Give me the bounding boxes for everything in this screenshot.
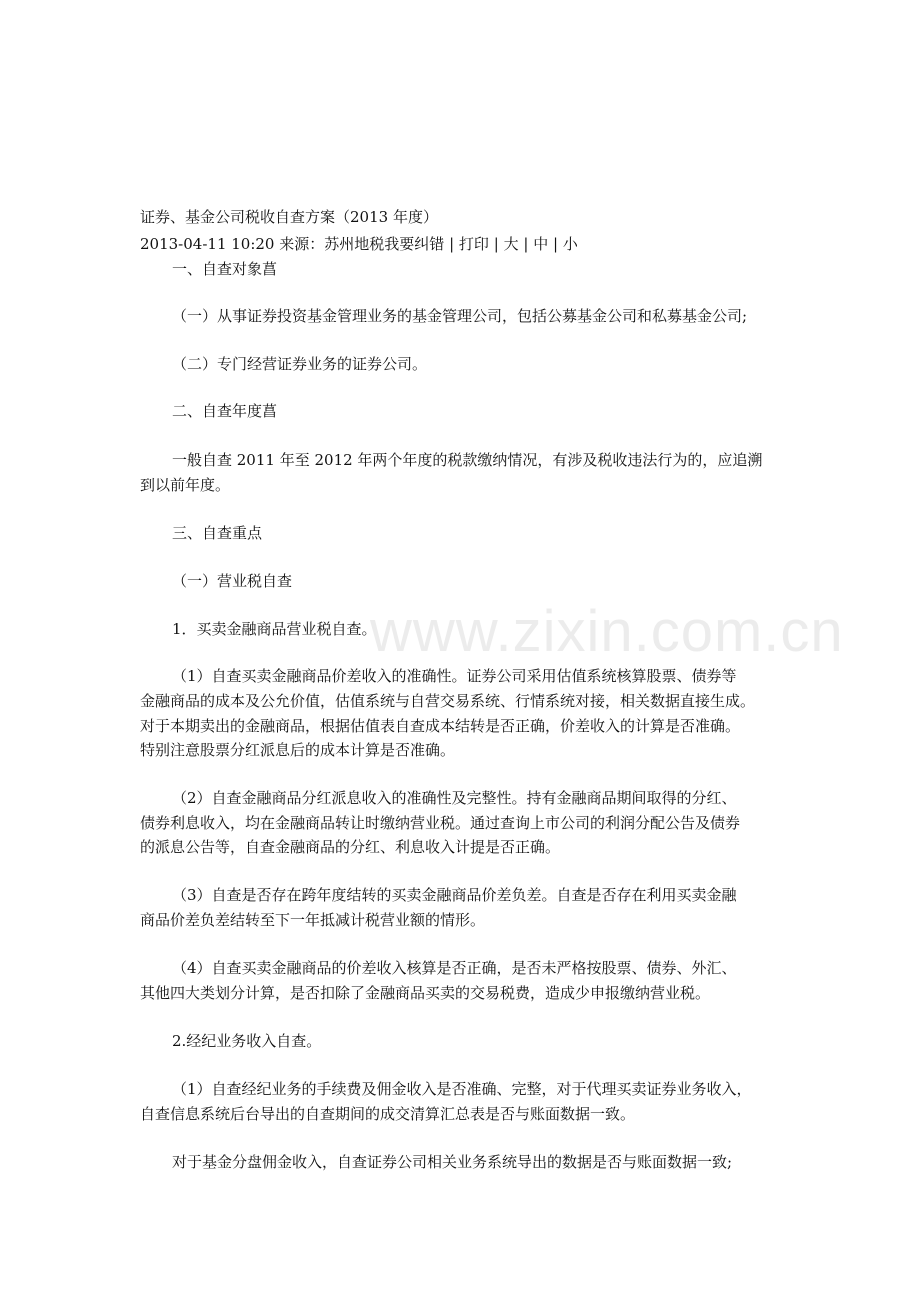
paragraph-line: （4）自查买卖金融商品的价差收入核算是否正确，是否未严格按股票、债券、外汇、 [172, 959, 737, 977]
source-label: 来源：苏州地税 [279, 235, 385, 253]
section-heading: 二、自查年度菖 [172, 402, 278, 420]
paragraph-line: 到以前年度。 [140, 476, 231, 494]
paragraph-line: 一般自查 2011 年至 2012 年两个年度的税款缴纳情况，有涉及税收违法行为的，应追溯 [172, 451, 763, 469]
print-link[interactable]: 打印 [458, 235, 489, 253]
document-title: 证券、基金公司税收自查方案（2013 年度） [140, 208, 438, 226]
paragraph-line: 特别注意股票分红派息后的成本计算是否准确。 [140, 741, 456, 759]
paragraph-line: 商品价差负差结转至下一年抵减计税营业额的情形。 [140, 911, 486, 929]
separator: | [449, 235, 455, 253]
font-large-link[interactable]: 大 [503, 235, 519, 253]
separator: | [493, 235, 499, 253]
font-small-link[interactable]: 小 [562, 235, 578, 253]
separator: | [553, 235, 559, 253]
separator: | [523, 235, 529, 253]
meta-line [140, 233, 578, 255]
paragraph-line: 的派息公告等，自查金融商品的分红、利息收入计提是否正确。 [140, 838, 561, 856]
paragraph-line: 自查信息系统后台导出的自查期间的成交清算汇总表是否与账面数据一致。 [140, 1105, 636, 1123]
subsection-heading: 1．买卖金融商品营业税自查。 [172, 620, 377, 638]
section-heading: 三、自查重点 [172, 524, 263, 542]
paragraph-line: 债券利息收入，均在金融商品转让时缴纳营业税。通过查询上市公司的利润分配公告及债券 [140, 814, 741, 832]
paragraph-line: （3）自查是否存在跨年度结转的买卖金融商品价差负差。自查是否存在利用买卖金融 [172, 886, 737, 904]
paragraph-line: 对于基金分盘佣金收入，自查证券公司相关业务系统导出的数据是否与账面数据一致; [172, 1153, 733, 1171]
font-medium-link[interactable]: 中 [533, 235, 549, 253]
section-heading: 一、自查对象菖 [172, 260, 278, 278]
watermark: www.zixin.com.cn [370, 599, 844, 664]
paragraph-line: （一）从事证券投资基金管理业务的基金管理公司，包括公募基金公司和私募基金公司; [172, 307, 748, 325]
subsection-heading: 2.经纪业务收入自查。 [172, 1032, 322, 1050]
report-error-link[interactable]: 我要纠错 [384, 235, 445, 253]
paragraph-line: （1）自查经纪业务的手续费及佣金收入是否准确、完整，对于代理买卖证券业务收入， [172, 1080, 752, 1098]
paragraph-line: 其他四大类划分计算，是否扣除了金融商品买卖的交易税费，造成少申报缴纳营业税。 [140, 984, 711, 1002]
paragraph-line: 金融商品的成本及公允价值，估值系统与自营交易系统、行情系统对接，相关数据直接生成。 [140, 692, 756, 710]
paragraph-line: （2）自查金融商品分红派息收入的准确性及完整性。持有金融商品期间取得的分红、 [172, 789, 737, 807]
paragraph-line: （1）自查买卖金融商品价差收入的准确性。证券公司采用估值系统核算股票、债券等 [172, 667, 737, 685]
publish-datetime: 2013-04-11 10:20 [140, 235, 275, 253]
paragraph-line: 对于本期卖出的金融商品，根据估值表自查成本结转是否正确，价差收入的计算是否准确。 [140, 717, 741, 735]
subsection-heading: （一）营业税自查 [172, 572, 293, 590]
paragraph-line: （二）专门经营证券业务的证券公司。 [172, 355, 428, 373]
